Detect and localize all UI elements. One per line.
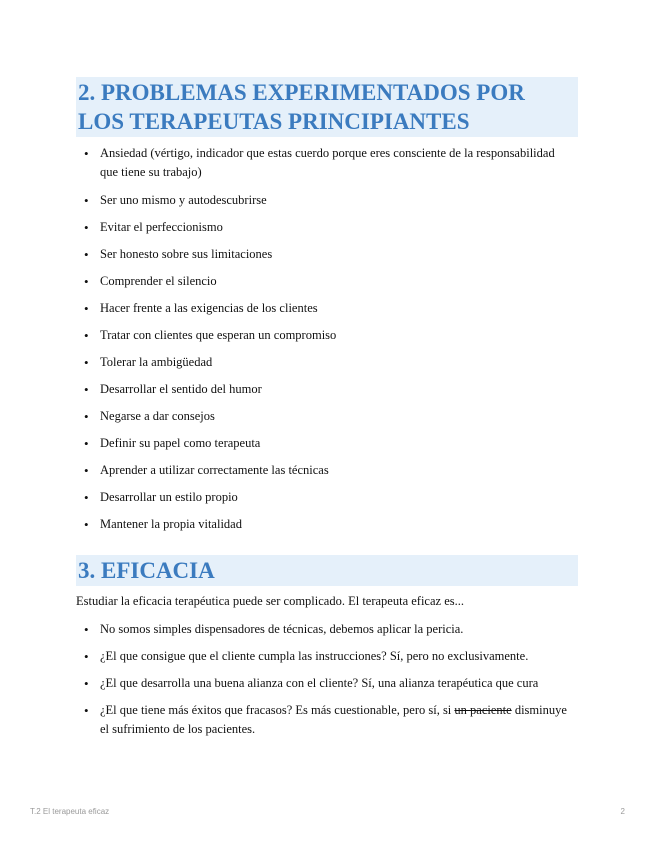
- list-item: • Ser honesto sobre sus limitaciones: [82, 245, 572, 264]
- problems-list: [82, 144, 572, 542]
- list-item: [82, 701, 572, 739]
- footer-document-title: T.2 El terapeuta eficaz: [30, 807, 110, 816]
- list-item: • Tratar con clientes que esperan un compromiso: [82, 326, 572, 345]
- list-item: • ¿El que consigue que el cliente cumpla las instrucciones? Sí, pero no exclusivamente.: [82, 647, 572, 666]
- struck-text: un paciente: [454, 703, 512, 717]
- list-item: • Desarrollar un estilo propio: [82, 488, 572, 507]
- list-item: • Tolerar la ambigüedad: [82, 353, 572, 372]
- list-item: • Comprender el silencio: [82, 272, 572, 291]
- section-2-heading-line-1: 2. PROBLEMAS EXPERIMENTADOS POR: [78, 80, 525, 105]
- list-item: • ¿El que desarrolla una buena alianza con el cliente? Sí, una alianza terapéutica que cura: [82, 674, 572, 693]
- item-text-before: ¿El que tiene más éxitos que fracasos? Es más cuestionable, pero sí, si: [100, 703, 455, 717]
- list-item: • Evitar el perfeccionismo: [82, 218, 572, 237]
- list-item: • Mantener la propia vitalidad: [82, 515, 572, 534]
- list-item: • Desarrollar el sentido del humor: [82, 380, 572, 399]
- section-3-heading: 3. EFICACIA: [76, 555, 578, 586]
- page-number: 2: [620, 807, 625, 816]
- section-2-heading: [76, 77, 578, 137]
- list-item: • Ser uno mismo y autodescubrirse: [82, 191, 572, 210]
- section-2-heading-line-2: LOS TERAPEUTAS PRINCIPIANTES: [78, 109, 470, 134]
- efficacy-list: [82, 620, 572, 747]
- item-text-after: disminuye el sufrimiento de los pacientes.: [100, 703, 567, 736]
- list-item: • Hacer frente a las exigencias de los clientes: [82, 299, 572, 318]
- section-3-intro: Estudiar la eficacia terapéutica puede ser complicado. El terapeuta eficaz es...: [76, 594, 464, 608]
- list-item: • Negarse a dar consejos: [82, 407, 572, 426]
- list-item: • Aprender a utilizar correctamente las técnicas: [82, 461, 572, 480]
- list-item: • Ansiedad (vértigo, indicador que estas cuerdo porque eres consciente de la responsabilidad que tiene su trabajo): [82, 144, 572, 182]
- list-item: • Definir su papel como terapeuta: [82, 434, 572, 453]
- list-item: • No somos simples dispensadores de técnicas, debemos aplicar la pericia.: [82, 620, 572, 639]
